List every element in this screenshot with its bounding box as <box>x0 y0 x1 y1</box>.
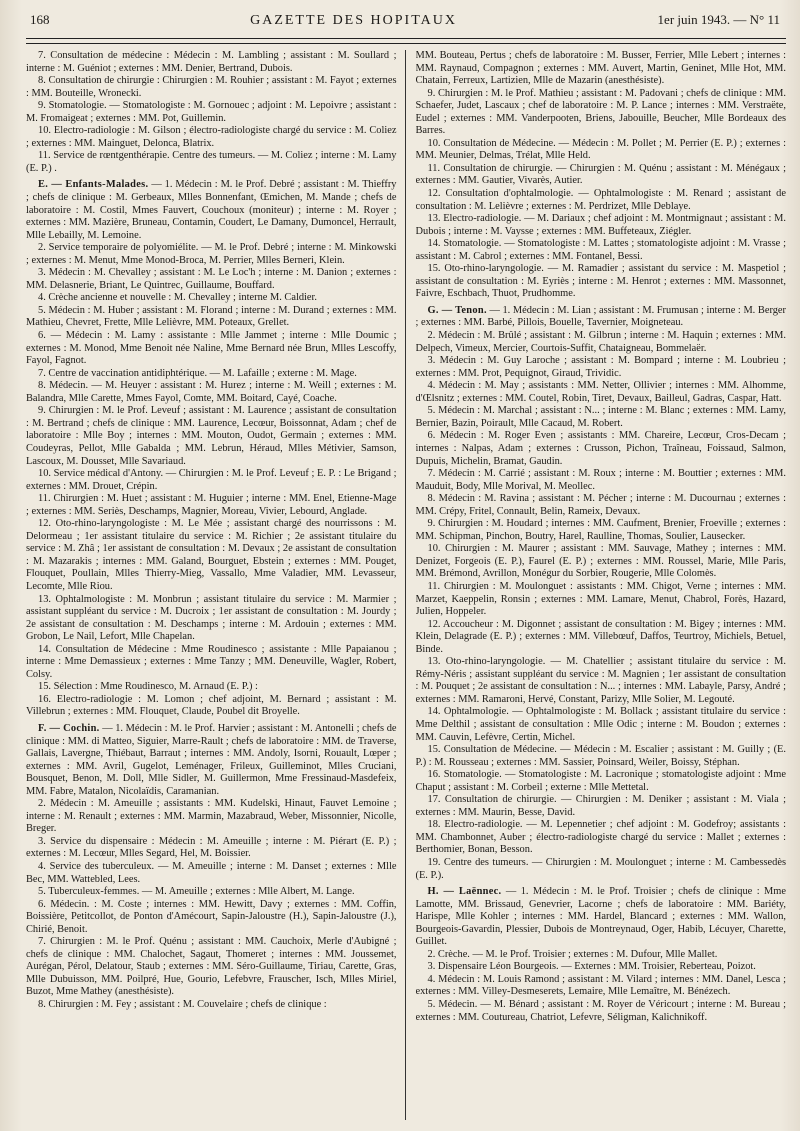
entry-text: 11. Service de rœntgenthérapie. Centre des tumeurs. — M. Coliez ; interne : M. Lamy (E. P.) . <box>26 150 397 174</box>
service-entry <box>416 263 787 301</box>
entry-text: 13. Oto-rhino-laryngologie. — M. Chatellier ; assistant titulaire du service : M. Rémy-Néris ; assistant suppléant du service : M. Magnien ; 1er assistant de consultation : M. Pouquet ; 2e assistant de consultation : N... ; internes : MM. Labayle, Parsy, André ; externes : MM. Ramaroni, Hervé, Constant, Parizy, Mlle Solier, M. Legouté. <box>415 656 786 705</box>
entry-text: 2. Service temporaire de polyomiélite. — M. le Prof. Debré ; interne : M. Minkowski ; externes : M. Menut, Mme Monod-Broca, M. Perrier, Mlles Berneri, Klein. <box>26 242 397 266</box>
entry-text: 7. Chirurgien : M. le Prof. Quénu ; assistant : MM. Cauchoix, Merle d'Aubigné ; chefs de clinique : MM. Chalochet, Sagaut, Thomeret ; internes : MM. Joussemet, Aurégan, Pérol, Delatour, Staub ; externes : MM. Séro-Guillaume, Tiriau, Carette, Gras, Mlle Dubuisson, MM. Poilpré, Hue, Gourio, Lefebvre, Frauscher, Isch, Mlles Miriel, Buzot, Mme Mathey (anesthésiste). <box>26 936 397 998</box>
entry-text: 14. Ophtalmologie. — Ophtalmologiste : M. Bollack ; assistant titulaire du service : Mme Delthil ; assistant de consultation : Mlle Odic ; interne : M. Boudon ; externes : MM. Cauvin, Lefèvre, Certin, Michel. <box>415 706 786 743</box>
section-heading: F. — Cochin. <box>38 722 100 734</box>
section-entry <box>26 179 397 242</box>
entry-text: 4. Service des tuberculeux. — M. Ameuille ; interne : M. Danset ; externes : Mlle Bec, MM. Wattebled, Lees. <box>26 861 397 885</box>
issue-date: 1er juin 1943. — N° 11 <box>657 12 780 27</box>
entry-text: 12. Consultation d'ophtalmologie. — Ophtalmologiste : M. Renard ; assistant de consultation : M. Lelièvre ; externes : M. Perdrizet, Mlle Deblaye. <box>415 188 786 212</box>
entry-text: 13. Electro-radiologie. — M. Dariaux ; chef adjoint : M. Montmignaut ; assistant : M. Dubois ; interne : M. Vaysse ; externes : MM. Buffeteaux, Ziégler. <box>415 213 786 237</box>
service-entry <box>416 961 787 974</box>
entry-text: 14. Consultation de Médecine : Mme Roudinesco ; assistante : Mlle Papaianou ; interne : Mme Demassieux ; externes : Mme Tanzy ; MM. Deneuville, Wagler, Robert, Colsy. <box>26 643 397 680</box>
service-entry <box>416 974 787 999</box>
entry-text: — 1. Médecin : M. Lian ; assistant : M. Frumusan ; interne : M. Berger ; externes : MM. Barbé, Pillois, Bouelle, Tavernier, Moigneteau. <box>415 304 786 329</box>
entry-text: 11. Chirurgien : M. Huet ; assistant : M. Huguier ; interne : MM. Enel, Etienne-Mage ; externes : MM. Seriès, Deschamps, Magnier, Moreau, Vivier, Lebourd, Anglade. <box>26 493 397 517</box>
service-entry <box>416 581 787 619</box>
service-entry <box>26 305 397 330</box>
service-entry <box>416 794 787 819</box>
page-number: 168 <box>30 12 50 27</box>
entry-text: 7. Médecin : M. Carrié ; assistant : M. Roux ; interne : M. Bouttier ; externes : MM. Mauduit, Body, Mlle Morival, M. Meollec. <box>415 468 786 492</box>
entry-text: 6. — Médecin : M. Lamy : assistante : Mlle Jammet ; interne : Mlle Doumic ; externes : M. Monod, Mme Benoit née Naline, Mme Bernard née Brun, Mlles Lescoffy, Fayol, Fagnot. <box>26 330 397 367</box>
service-entry <box>416 543 787 581</box>
entry-text: 2. Médecin : M. Brûlé ; assistant : M. Gilbrun ; interne : M. Haquin ; externes : MM. Delpech, Vimeux, Mercier, Courtois-Suffit, Chataigneau, Bommelaër. <box>415 330 786 354</box>
service-entry <box>416 493 787 518</box>
section-heading: G. — Tenon. <box>427 304 487 316</box>
service-entry <box>416 405 787 430</box>
entry-text: 19. Centre des tumeurs. — Chirurgien : M. Moulonguet ; interne : M. Cambessedès (E. P.). <box>415 857 786 881</box>
entry-text: — 1. Médecin : M. le Prof. Troisier ; chefs de clinique : Mme Lamotte, MM. Brissaud, Genevrier, Lacorne ; chefs de laboratoire : MM. Bariéty, Harispe, Mlle Kohler ; internes : MM. Hardel, Blancard ; externes : MM. Wallon, Bourgeois-Gavardin, Plessier, Dubois de Montreynaud, Oger, Habib, Lécuyer, Charette, Guillet. <box>415 886 786 948</box>
entry-text: 5. Médecin : M. Marchal ; assistant : N... ; interne : M. Blanc ; externes : MM. Lamy, Bernier, Bazin, Poirault, Mlle Cacaud, M. Robert. <box>415 405 786 429</box>
entry-text: 3. Médecin : M. Chevalley ; assistant : M. Le Loc'h ; interne : M. Danion ; externes : MM. Delasnerie, Briant, Le Quintrec, Guillaume, Bouffard. <box>26 267 397 291</box>
service-entry <box>416 744 787 769</box>
entry-text: 3. Service du dispensaire : Médecin : M. Ameuille ; interne : M. Piérart (E. P.) ; externes : M. Lecœur, Mlles Segard, Hel, M. Boissier. <box>26 835 397 860</box>
entry-text: 15. Consultation de Médecine. — Médecin : M. Escalier ; assistant : M. Guilly ; (E. P.) : M. Rousseau ; externes : MM. Sassier, Poinsard, Weiler, Boissy, Stéphan. <box>415 744 786 768</box>
service-entry <box>26 681 397 694</box>
entry-text: 15. Oto-rhino-laryngologie. — M. Ramadier ; assistant du service : M. Maspetiol ; assistant de consultation : M. Eyriès ; interne : M. Henrot ; externes : MM. Massonnet, Faivre, Eschbach, Thuot, Prudhomme. <box>415 263 786 300</box>
entry-text: 3. Médecin : M. Guy Laroche ; assistant : M. Bompard ; interne : M. Loubrieu ; externes : MM. Prot, Pequignot, Giraud, Trividic. <box>415 355 786 379</box>
entry-text: 10. Chirurgien : M. Maurer ; assistant : MM. Sauvage, Mathey ; internes : MM. Denizet, Forgeois (E. P.), Faurel (E. P.) ; externes : MM. Roussel, Marie, Mlle Paris, MM. Brémond, Avrillon, Monégur du Sorbier, Rougerie, Mlle Colomès. <box>415 543 786 580</box>
entry-text: 13. Ophtalmologiste : M. Monbrun ; assistant titulaire du service : M. Marmier ; assistant suppléant du service : M. Ducroix ; 1er assistant de consultation : M. Jourdy ; 2e assistant de consultation : M. Deschamps ; interne : M. Ardouin ; externes : MM. Grobon, Le Nail, Lefort, Mlle Chapelan. <box>26 593 397 643</box>
service-entry <box>26 999 397 1012</box>
entry-text: MM. Bouteau, Pertus ; chefs de laboratoire : M. Busser, Ferrier, Mlle Lebert ; internes : MM. Raynaud, Compagnon ; externes : MM. Auvert, Martin, Geninet, Mlle Hot, MM. Chatain, Ferreux, Lartizien, Mlle de Mazarin (anesthésiste). <box>415 50 786 87</box>
service-entry <box>26 292 397 305</box>
service-entry <box>26 405 397 468</box>
service-entry <box>26 518 397 593</box>
service-entry <box>416 518 787 543</box>
section-heading: E. — Enfants-Malades. <box>38 179 149 191</box>
entry-text: 5. Médecin. — M. Bénard ; assistant : M. Royer de Véricourt ; interne : M. Bureau ; externes : MM. Coutureau, Chatriot, Lefevre, Séligman, Kalichnikoff. <box>415 999 786 1023</box>
service-entry <box>416 50 787 88</box>
entry-text: 4. Médecin : M. Louis Ramond ; assistant : M. Vilard ; internes : MM. Danel, Lesca ; externes : MM. Villey-Desmeserets, Lemaire, Mlle Lemaître, M. Bénézech. <box>415 973 786 998</box>
section-entry <box>416 305 787 330</box>
service-entry <box>416 188 787 213</box>
section-heading: H. — Laënnec. <box>427 886 502 898</box>
entry-text: 8. Consultation de chirurgie : Chirurgien : M. Rouhier ; assistant : M. Fayot ; externes : MM. Bouteille, Wronecki. <box>26 75 397 99</box>
service-entry <box>416 355 787 380</box>
section-entry <box>26 723 397 798</box>
service-entry <box>26 242 397 267</box>
service-entry <box>416 330 787 355</box>
service-entry <box>416 88 787 138</box>
service-entry <box>26 861 397 886</box>
entry-text: 8. Médecin : M. Ravina ; assistant : M. Pécher ; interne : M. Ducournau ; externes : MM. Crépy, Fritel, Connault, Belin, Rameix, Devaux. <box>415 493 786 517</box>
entry-text: 11. Chirurgien : M. Moulonguet : assistants : MM. Chigot, Verne ; internes : MM. Marzet, Kaeppelin, Ronsin ; externes : MM. Lamare, Menut, Chabrol, Forès, Hazard, Julien, Hoppeler. <box>415 580 786 618</box>
entry-text: 11. Consultation de chirurgie. — Chirurgien : M. Quénu ; assistant : M. Ménégaux ; externes : MM. Gautier, Vivarès, Autier. <box>415 162 786 187</box>
entry-text: 5. Tuberculeux-femmes. — M. Ameuille ; externes : Mlle Albert, M. Lange. <box>38 886 355 898</box>
entry-text: 9. Stomatologie. — Stomatologiste : M. Gornouec ; adjoint : M. Lepoivre ; assistant : M. Fromaigeat ; externes : MM. Pot, Guillemin. <box>26 100 397 124</box>
service-entry <box>26 100 397 125</box>
entry-text: 9. Chirurgien : M. Houdard ; internes : MM. Caufment, Brenier, Froeville ; externes : MM. Schipman, Pinchon, Boutry, Harel, Raulline, Thomas, Soulier, Lausecker. <box>415 518 786 542</box>
entry-text: 10. Service médical d'Antony. — Chirurgien : M. le Prof. Leveuf ; E. P. : Le Brigand ; externes : MM. Drouet, Crépin. <box>26 468 397 492</box>
service-entry <box>416 706 787 744</box>
service-entry <box>416 380 787 405</box>
service-entry <box>26 886 397 899</box>
entry-text: 5. Médecin : M. Huber ; assistant : M. Florand ; interne : M. Durand ; externes : MM. Mathieu, Chevret, Frette, Mlle Lelièvre, MM. Poteaux, Grellet. <box>26 304 397 329</box>
service-entry <box>26 493 397 518</box>
entry-text: 3. Dispensaire Léon Bourgeois. — Externes : MM. Troisier, Reberteau, Poizot. <box>427 961 756 973</box>
entry-text: 8. Médecin. — M. Heuyer : assistant : M. Hurez ; interne : M. Weill ; externes : M. Balandra, Mlle Carette, Mmes Fayol, Comte, MM. Boitard, Cayé, Coache. <box>26 380 397 404</box>
entry-text: 9. Chirurgien : M. le Prof. Mathieu ; assistant : M. Padovani ; chefs de clinique : MM. Schaefer, Judet, Lascaux ; chef de laboratoire : M. P. Lance ; internes : MM. Verstraëte, Eudel ; externes : MM. Vanderpooten, Briens, Jabouille, Beucher, Mlle Bordeaux des Barres. <box>415 87 786 137</box>
service-entry <box>26 330 397 368</box>
columns <box>26 50 786 1120</box>
entry-text: 6. Médecin : M. Roger Even ; assistants : MM. Chareire, Lecœur, Cros-Decam ; internes : Nalpas, Adam ; externes : Crusson, Pichon, Traîneau, Foissaud, Salmon, Dupuis, Michelin, Bramat, Gaudin. <box>415 430 786 467</box>
service-entry <box>26 50 397 75</box>
service-entry <box>26 899 397 937</box>
entry-text: 8. Chirurgien : M. Fey ; assistant : M. Couvelaire ; chefs de clinique : <box>38 999 327 1011</box>
service-entry <box>26 468 397 493</box>
entry-text: 4. Crèche ancienne et nouvelle : M. Chevalley ; interne M. Caldier. <box>38 292 318 304</box>
left-column <box>26 50 406 1120</box>
entry-text: 14. Stomatologie. — Stomatologiste : M. Lattes ; stomatologiste adjoint : M. Vrasse ; assistant : M. Cabrol ; externes : MM. Fontanel, Bessi. <box>415 238 786 262</box>
entry-text: 10. Electro-radiologie : M. Gilson ; électro-radiologiste chargé du service : M. Coliez ; externes : MM. Mainguet, Delonca, Blatrix. <box>26 125 397 149</box>
service-entry <box>416 213 787 238</box>
page-header <box>8 12 786 38</box>
service-entry <box>416 468 787 493</box>
entry-text: — 1. Médecin : M. le Prof. Harvier ; assistant : M. Antonelli ; chefs de clinique : MM. di Matteo, Siguier, Marre-Rault ; chefs de laboratoire : MM. de Traverse, Gallais, Lavergne, Thiébaut, Barraut ; internes : MM. Andoly, Isorni, Rouault, Lœper ; externes : MM. Avril, Gugelot, Leménager, Frileux, Guilleminot, Mlles Cruciani, Bousquet, Benon, M. Doll, Mlle Sidler, M. Guillermon, Mme Fressinaud-Masdefeix, MM. Fabre, Matalon, Nicolaïdis, Caramanian. <box>26 722 397 797</box>
entry-text: 4. Médecin : M. May ; assistants : MM. Netter, Ollivier ; internes : MM. Alhomme, d'Œlsnitz ; externes : MM. Coutel, Robin, Tiret, Devaux, Bailleul, Gadras, Caspar, Hatt. <box>415 380 786 404</box>
entry-text: 6. Médecin. : M. Coste ; internes : MM. Hewitt, Davy ; externes : MM. Coffin, Boissière, Petitcollot, de Ponton d'Amécourt, Sapin-Jaloustre (H.), Sapin-Jaloustre (J.), Chirié, Benoit. <box>26 898 397 935</box>
entry-text: 16. Stomatologie. — Stomatologiste : M. Lacronique ; stomatologiste adjoint : Mme Chaput ; assistant : M. Corbeil ; externe : Mlle Mettetal. <box>415 769 786 793</box>
entry-text: 10. Consultation de Médecine. — Médecin : M. Pollet ; M. Perrier (E. P.) ; externes : MM. Meunier, Delmas, Trélat, Mlle Held. <box>415 137 786 162</box>
entry-text: 9. Chirurgien : M. le Prof. Leveuf ; assistant : M. Laurence ; assistant de consultation : M. Bertrand ; chefs de clinique : MM. Laurence, Lecœur, Boissonnat, Adam ; chef de laboratoire : Mlle Boy ; internes : MM. Mouton, Oudot, Germain ; externes : MM. Coudeyras, Pellot, Mlle Gabalda ; MM. Lebrun, Héraud, Mlles Métivier, Samson, Lascoux, M. Dousset, Mlle Savariaud. <box>26 405 397 467</box>
service-entry <box>26 267 397 292</box>
header-rule <box>26 38 786 44</box>
journal-title: GAZETTE DES HOPITAUX <box>250 13 457 28</box>
service-entry <box>26 798 397 836</box>
service-entry <box>26 380 397 405</box>
service-entry <box>416 619 787 657</box>
service-entry <box>416 238 787 263</box>
service-entry <box>26 125 397 150</box>
service-entry <box>416 656 787 706</box>
entry-text: 12. Oto-rhino-laryngologiste : M. Le Mée ; assistant chargé des nourrissons : M. Delormeau ; 1er assistant titulaire du service : M. Richier ; 2e assistant titulaire du service : M. Zhâ ; 1er assistant de consultation : M. Devaux ; 2e assistant de consultation : M. Mazarakis ; internes : MM. Galand, Bourguet, Ebstein ; externes : MM. Pouget, Flouquet, Poullain, Mlles Thierry-Mieg, Vassallo, Mme Valadier, MM. Levasseur, Lecomte, Mlle Riou. <box>26 518 397 592</box>
service-entry <box>416 430 787 468</box>
service-entry <box>26 694 397 719</box>
service-entry <box>26 594 397 644</box>
service-entry <box>26 836 397 861</box>
entry-text: 15. Sélection : Mme Roudinesco, M. Arnaud (E. P.) : <box>38 681 258 693</box>
service-entry <box>26 368 397 381</box>
service-entry <box>416 999 787 1024</box>
service-entry <box>416 769 787 794</box>
service-entry <box>26 936 397 999</box>
service-entry <box>416 857 787 882</box>
entry-text: 7. Consultation de médecine : Médecin : M. Lambling ; assistant : M. Soullard ; interne : M. Guéniot ; externes : MM. Denier, Bertrand, Dubois. <box>26 50 397 74</box>
entry-text: 18. Electro-radiologie. — M. Lepennetier ; chef adjoint : M. Godefroy; assistants : MM. Chambonnet, Auber ; électro-radiologiste chargé du service : Mallet ; externes : Berthomier, Bonan, Besson. <box>415 819 786 856</box>
entry-text: 12. Accoucheur : M. Digonnet ; assistant de consultation : M. Bigey ; internes : MM. Klein, Delagrade (E. P.) ; externes : MM. Villebœuf, Daffos, Teurtroy, Michiels, Betuel, Binde. <box>415 618 786 655</box>
entry-text: 17. Consultation de chirurgie. — Chirurgien : M. Deniker ; assistant : M. Viala ; externes : MM. Maurin, Besse, David. <box>415 794 786 818</box>
entry-text: 2. Crèche. — M. le Prof. Troisier ; externes : M. Dufour, Mlle Mallet. <box>427 948 718 960</box>
service-entry <box>26 75 397 100</box>
entry-text: 2. Médecin : M. Ameuille ; assistants : MM. Kudelski, Hinaut, Fauvet Lemoine ; interne : M. Renault ; externes : MM. Marmin, Mazabraud, Weber, Missonnier, Nicolle, Breger. <box>26 798 397 835</box>
entry-text: 7. Centre de vaccination antidiphtérique. — M. Lafaille ; externe : M. Mage. <box>38 367 357 379</box>
service-entry <box>416 138 787 163</box>
service-entry <box>416 819 787 857</box>
service-entry <box>26 644 397 682</box>
entry-text: 16. Electro-radiologie : M. Lomon ; chef adjoint, M. Bernard ; assistant : M. Villebrun ; externes : MM. Flouquet, Claude, Poubel dit Broyelle. <box>26 693 397 718</box>
service-entry <box>26 150 397 175</box>
section-entry <box>416 886 787 949</box>
service-entry <box>416 163 787 188</box>
entry-text: — 1. Médecin : M. le Prof. Debré ; assistant : M. Thieffry ; chefs de clinique : M. Gerbeaux, Mlles Bonnenfant, Œmichen, M. Mande ; chefs de laboratoire : M. Costil, Mmes Fauvert, Couchoux (moniteur) ; interne : M. Royer ; externes : MM. Mazière, Bruneau, Contamin, Coudert, Le Damany, Dumoncel, Herrault, Mlle Lebailly, M. Lemoine. <box>26 179 397 241</box>
service-entry <box>416 949 787 962</box>
right-column <box>416 50 787 1120</box>
